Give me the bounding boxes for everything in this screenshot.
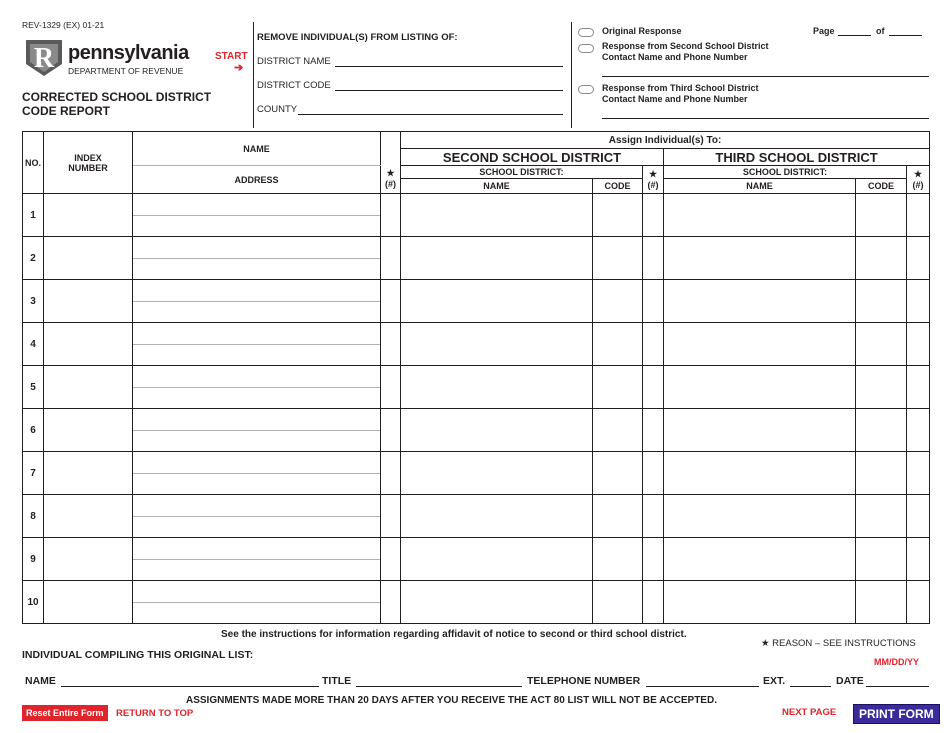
second-reason-cell[interactable]: [643, 366, 664, 409]
name-field[interactable]: [133, 237, 380, 259]
second-district-name-cell[interactable]: [401, 409, 593, 452]
name-field[interactable]: [133, 366, 380, 388]
index-number-cell[interactable]: [44, 194, 133, 237]
address-field[interactable]: [133, 517, 380, 537]
start-label: START: [215, 51, 248, 62]
third-district-code-cell[interactable]: [856, 280, 907, 323]
date-label: DATE: [836, 675, 864, 687]
address-field[interactable]: [133, 345, 380, 365]
third-district-heading: THIRD SCHOOL DISTRICT: [664, 149, 930, 166]
reset-form-button[interactable]: Reset Entire Form: [22, 705, 108, 721]
index-number-cell[interactable]: [44, 581, 133, 624]
name-address-cell[interactable]: [133, 452, 381, 495]
third-district-code-cell[interactable]: [856, 409, 907, 452]
name-address-cell[interactable]: [133, 323, 381, 366]
row-number: 4: [23, 323, 44, 366]
third-district-name-cell[interactable]: [664, 280, 856, 323]
third-response-radio[interactable]: [578, 85, 594, 94]
address-field[interactable]: [133, 474, 380, 494]
second-district-code-cell[interactable]: [593, 581, 643, 624]
spacer-cell[interactable]: [381, 452, 401, 495]
logo-state-name: pennsylvania: [68, 42, 189, 64]
second-district-heading: SECOND SCHOOL DISTRICT: [401, 149, 664, 166]
third-response-label: Response from Third School District: [602, 83, 759, 93]
third-district-subheader: SCHOOL DISTRICT: NAME CODE: [664, 166, 907, 194]
third-district-name-cell[interactable]: [664, 452, 856, 495]
row-number: 1: [23, 194, 44, 237]
instructions-note: See the instructions for information regarding affidavit of notice to second or third school district.: [221, 629, 687, 640]
form-id: REV-1329 (EX) 01-21: [22, 20, 105, 30]
third-district-name-cell[interactable]: [664, 323, 856, 366]
row-number: 9: [23, 538, 44, 581]
third-district-code-cell[interactable]: [856, 237, 907, 280]
second-district-name-cell[interactable]: [401, 495, 593, 538]
index-number-cell[interactable]: [44, 366, 133, 409]
col-name-header: NAME: [133, 132, 381, 166]
name-address-cell[interactable]: [133, 194, 381, 237]
second-reason-cell[interactable]: [643, 280, 664, 323]
index-number-cell[interactable]: [44, 495, 133, 538]
assign-heading: Assign Individual(s) To:: [401, 132, 930, 149]
name-field[interactable]: [133, 452, 380, 474]
reason-note: ★ REASON – SEE INSTRUCTIONS: [761, 638, 916, 649]
name-field[interactable]: [133, 194, 380, 216]
svg-text:R: R: [33, 43, 55, 74]
name-field[interactable]: [133, 538, 380, 560]
spacer-cell[interactable]: [381, 323, 401, 366]
index-number-cell[interactable]: [44, 452, 133, 495]
table-row: [23, 323, 930, 366]
title-label: TITLE: [322, 675, 352, 687]
second-reason-cell[interactable]: [643, 495, 664, 538]
third-district-code-cell[interactable]: [856, 194, 907, 237]
district-name-label: DISTRICT NAME: [257, 56, 331, 67]
second-reason-cell[interactable]: [643, 409, 664, 452]
row-number: 10: [23, 581, 44, 624]
date-field[interactable]: [866, 686, 929, 687]
address-field[interactable]: [133, 431, 380, 451]
third-district-name-cell[interactable]: [664, 581, 856, 624]
col-address-header: ADDRESS: [133, 166, 381, 194]
remove-heading: REMOVE INDIVIDUAL(S) FROM LISTING OF:: [257, 32, 458, 43]
third-district-code-cell[interactable]: [856, 538, 907, 581]
name-address-cell[interactable]: [133, 237, 381, 280]
index-number-cell[interactable]: [44, 323, 133, 366]
name-address-cell[interactable]: [133, 409, 381, 452]
table-row: [23, 581, 930, 624]
county-label: COUNTY: [257, 104, 298, 115]
index-number-cell[interactable]: [44, 538, 133, 581]
name-label: NAME: [25, 675, 56, 687]
original-response-radio[interactable]: [578, 28, 594, 37]
third-district-code-cell[interactable]: [856, 366, 907, 409]
name-address-cell[interactable]: [133, 495, 381, 538]
compiler-title-field[interactable]: [356, 686, 522, 687]
name-field[interactable]: [133, 581, 380, 603]
third-reason-cell[interactable]: [907, 280, 930, 323]
spacer-cell[interactable]: [381, 237, 401, 280]
third-district-code-cell[interactable]: [856, 452, 907, 495]
second-district-code-cell[interactable]: [593, 409, 643, 452]
row-number: 6: [23, 409, 44, 452]
second-reason-cell[interactable]: [643, 538, 664, 581]
address-field[interactable]: [133, 302, 380, 322]
name-field[interactable]: [133, 280, 380, 302]
spacer-cell[interactable]: [381, 581, 401, 624]
third-district-code-cell[interactable]: [856, 581, 907, 624]
name-address-cell[interactable]: [133, 366, 381, 409]
second-reason-cell[interactable]: [643, 194, 664, 237]
address-field[interactable]: [133, 560, 380, 580]
second-reason-cell[interactable]: [643, 237, 664, 280]
report-title-line2: CODE REPORT: [22, 104, 111, 118]
table-row: [23, 194, 930, 237]
ext-label: EXT.: [763, 675, 786, 687]
third-reason-cell[interactable]: [907, 194, 930, 237]
index-number-cell[interactable]: [44, 280, 133, 323]
row-number: 7: [23, 452, 44, 495]
third-reason-cell[interactable]: [907, 323, 930, 366]
table-row: [23, 538, 930, 581]
header-divider-1: [253, 22, 254, 128]
second-district-name-cell[interactable]: [401, 194, 593, 237]
spacer-cell[interactable]: [381, 366, 401, 409]
row-number: 2: [23, 237, 44, 280]
spacer-cell[interactable]: [381, 409, 401, 452]
second-district-name-cell[interactable]: [401, 323, 593, 366]
second-contact-label: Contact Name and Phone Number: [602, 52, 748, 62]
third-contact-field[interactable]: [602, 118, 929, 119]
table-row: [23, 495, 930, 538]
second-district-code-cell[interactable]: [593, 194, 643, 237]
print-form-button[interactable]: PRINT FORM: [853, 704, 940, 724]
third-district-code-cell[interactable]: [856, 323, 907, 366]
second-response-label: Response from Second School District: [602, 41, 769, 51]
reason-3-header: ★ (#): [907, 166, 930, 194]
date-format-hint: MM/DD/YY: [874, 657, 919, 667]
spacer-cell[interactable]: [381, 538, 401, 581]
table-row: [23, 237, 930, 280]
third-district-name-cell[interactable]: [664, 237, 856, 280]
page-label: Page: [813, 26, 835, 36]
warning-text: ASSIGNMENTS MADE MORE THAN 20 DAYS AFTER YOU RECEIVE THE ACT 80 LIST WILL NOT BE ACCEPTED.: [186, 695, 717, 706]
address-field[interactable]: [133, 259, 380, 279]
district-name-field[interactable]: [335, 66, 563, 67]
name-field[interactable]: [133, 409, 380, 431]
second-district-name-cell[interactable]: [401, 452, 593, 495]
county-field[interactable]: [298, 114, 563, 115]
address-field[interactable]: [133, 388, 380, 408]
third-district-name-cell[interactable]: [664, 495, 856, 538]
original-response-label: Original Response: [602, 26, 682, 36]
page-total-field[interactable]: [889, 35, 922, 36]
third-reason-cell[interactable]: [907, 581, 930, 624]
row-number: 3: [23, 280, 44, 323]
third-reason-cell[interactable]: [907, 538, 930, 581]
second-district-code-cell[interactable]: [593, 495, 643, 538]
district-code-field[interactable]: [335, 90, 563, 91]
col-index-header: INDEX NUMBER: [44, 132, 133, 194]
ext-field[interactable]: [790, 686, 831, 687]
third-district-code-cell[interactable]: [856, 495, 907, 538]
compiler-name-field[interactable]: [61, 686, 319, 687]
next-page-link[interactable]: NEXT PAGE: [782, 707, 837, 718]
return-to-top-link[interactable]: RETURN TO TOP: [116, 708, 194, 719]
second-district-code-cell[interactable]: [593, 280, 643, 323]
second-district-name-cell[interactable]: [401, 366, 593, 409]
reason-2-header: ★ (#): [643, 166, 664, 194]
report-title-line1: CORRECTED SCHOOL DISTRICT: [22, 90, 212, 104]
third-reason-cell[interactable]: [907, 495, 930, 538]
page-number-field[interactable]: [838, 35, 871, 36]
name-address-cell[interactable]: [133, 538, 381, 581]
second-district-code-cell[interactable]: [593, 452, 643, 495]
name-address-cell[interactable]: [133, 581, 381, 624]
name-field[interactable]: [133, 495, 380, 517]
pa-keystone-logo-icon: [24, 38, 64, 78]
name-field[interactable]: [133, 323, 380, 345]
address-field[interactable]: [133, 603, 380, 623]
index-number-cell[interactable]: [44, 409, 133, 452]
reason-1-header: ★ (#): [381, 166, 401, 194]
spacer-cell[interactable]: [381, 194, 401, 237]
second-contact-field[interactable]: [602, 76, 929, 77]
second-district-name-cell[interactable]: [401, 237, 593, 280]
third-reason-cell[interactable]: [907, 452, 930, 495]
third-district-name-cell[interactable]: [664, 409, 856, 452]
table-row: [23, 366, 930, 409]
second-district-name-cell[interactable]: [401, 581, 593, 624]
spacer-cell[interactable]: [381, 280, 401, 323]
index-number-cell[interactable]: [44, 237, 133, 280]
telephone-field[interactable]: [646, 686, 759, 687]
start-arrow-icon: ➔: [234, 62, 244, 74]
second-district-code-cell[interactable]: [593, 237, 643, 280]
table-row: [23, 452, 930, 495]
compiling-label: INDIVIDUAL COMPILING THIS ORIGINAL LIST:: [22, 649, 254, 661]
row-number: 8: [23, 495, 44, 538]
second-reason-cell[interactable]: [643, 581, 664, 624]
table-row: [23, 280, 930, 323]
address-field[interactable]: [133, 216, 380, 236]
second-response-radio[interactable]: [578, 44, 594, 53]
telephone-label: TELEPHONE NUMBER: [527, 675, 641, 687]
second-district-code-cell[interactable]: [593, 323, 643, 366]
header-divider-2: [571, 22, 572, 128]
third-reason-cell[interactable]: [907, 409, 930, 452]
third-district-name-cell[interactable]: [664, 366, 856, 409]
row-number: 5: [23, 366, 44, 409]
of-label: of: [876, 26, 885, 36]
third-contact-label: Contact Name and Phone Number: [602, 94, 748, 104]
second-reason-cell[interactable]: [643, 452, 664, 495]
col-spacer-header: [381, 132, 401, 166]
second-district-name-cell[interactable]: [401, 538, 593, 581]
district-code-label: DISTRICT CODE: [257, 80, 331, 91]
second-district-code-cell[interactable]: [593, 366, 643, 409]
col-no-header: NO.: [23, 132, 44, 194]
second-district-subheader: SCHOOL DISTRICT: NAME CODE: [401, 166, 643, 194]
name-address-cell[interactable]: [133, 280, 381, 323]
assignment-table: [22, 131, 930, 624]
third-reason-cell[interactable]: [907, 366, 930, 409]
table-row: [23, 409, 930, 452]
logo-department: DEPARTMENT OF REVENUE: [68, 66, 184, 76]
third-district-name-cell[interactable]: [664, 194, 856, 237]
second-district-name-cell[interactable]: [401, 280, 593, 323]
third-reason-cell[interactable]: [907, 237, 930, 280]
second-district-code-cell[interactable]: [593, 538, 643, 581]
spacer-cell[interactable]: [381, 495, 401, 538]
third-district-name-cell[interactable]: [664, 538, 856, 581]
second-reason-cell[interactable]: [643, 323, 664, 366]
